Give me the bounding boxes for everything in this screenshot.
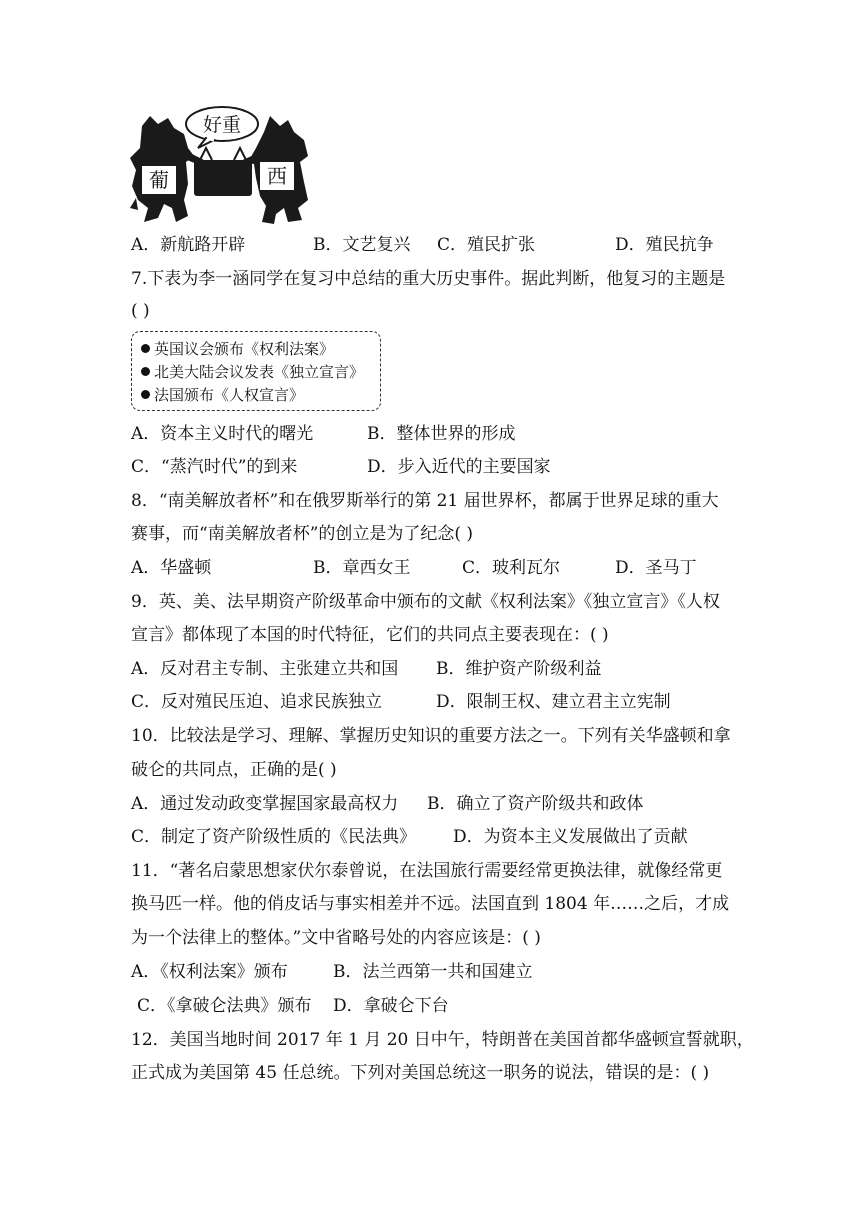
q9-option-a: A．反对君主专制、主张建立共和国 — [131, 659, 399, 679]
q7-option-a: A．资本主义时代的曙光 — [131, 424, 314, 444]
q11-stem-line-1: 11．“著名启蒙思想家伏尔泰曾说，在法国旅行需要经常更换法律，就像经常更 — [131, 861, 723, 881]
q10-option-d: D．为资本主义发展做出了贡献 — [453, 827, 688, 847]
q9-stem-line-2: 宣言》都体现了本国的时代特征，它们的共同点主要表现在：( ) — [131, 625, 609, 645]
q9-option-c: C．反对殖民压迫、追求民族独立 — [131, 692, 383, 712]
q11-stem-line-3: 为一个法律上的整体。”文中省略号处的内容应该是：( ) — [131, 928, 541, 948]
q11-option-d: D．拿破仑下台 — [333, 996, 449, 1016]
q12-stem-line-1: 12．美国当地时间 2017 年 1 月 20 日中午，特朗普在美国首都华盛顿宣誓就职， — [131, 1030, 754, 1050]
q6-option-b: B．文艺复兴 — [313, 235, 411, 255]
q10-option-b: B．确立了资产阶级共和政体 — [427, 794, 644, 814]
q7-event-1 — [141, 339, 334, 359]
q8-option-c: C．玻利瓦尔 — [462, 558, 561, 578]
bullet-dot-icon — [141, 390, 150, 399]
q6-option-c: C．殖民扩张 — [437, 235, 536, 255]
q8-stem-line-1: 8．“南美解放者杯”和在俄罗斯举行的第 21 届世界杯，都属于世界足球的重大 — [131, 491, 719, 511]
bullet-dot-icon — [141, 367, 150, 376]
heavy-load — [194, 148, 252, 196]
q6-option-d: D．殖民抗争 — [615, 235, 714, 255]
q7-event-3-text: 法国颁布《人权宣言》 — [154, 386, 305, 404]
q8-option-a: A．华盛顿 — [131, 558, 212, 578]
q10-stem-line-1: 10．比较法是学习、理解、掌握历史知识的重要方法之一。下列有关华盛顿和拿 — [131, 726, 731, 746]
q7-stem-line-1: 7.下表为李一涵同学在复习中总结的重大历史事件。据此判断，他复习的主题是 — [131, 269, 726, 289]
q9-stem-line-1: 9．英、美、法早期资产阶级革命中颁布的文献《权利法案》《独立宣言》《人权 — [131, 592, 720, 612]
q6-option-a: A．新航路开辟 — [131, 235, 246, 255]
q7-event-box — [131, 331, 381, 411]
q11-option-b: B．法兰西第一共和国建立 — [333, 962, 533, 982]
q7-event-3 — [141, 385, 304, 405]
q7-option-b: B．整体世界的形成 — [367, 424, 516, 444]
q10-option-c: C．制定了资产阶级性质的《民法典》 — [131, 827, 417, 847]
right-figure-label: 西 — [267, 164, 287, 188]
bullet-dot-icon — [141, 344, 150, 353]
q11-option-c: C．《拿破仑法典》颁布 — [137, 996, 312, 1016]
q11-option-a: A．《权利法案》颁布 — [131, 962, 288, 982]
q7-event-2 — [141, 362, 364, 382]
q9-option-d: D．限制王权、建立君主立宪制 — [436, 692, 671, 712]
left-figure-label: 葡 — [149, 168, 169, 192]
q12-stem-line-2: 正式成为美国第 45 任总统。下列对美国总统这一职务的说法，错误的是：( ) — [131, 1063, 710, 1083]
q8-stem-line-2: 赛事，而“南美解放者杯”的创立是为了纪念( ) — [131, 524, 474, 544]
q8-option-b: B．章西女王 — [313, 558, 411, 578]
q7-option-c: C．“蒸汽时代”的到来 — [131, 457, 298, 477]
q9-option-b: B．维护资产阶级利益 — [436, 659, 602, 679]
q7-stem-line-2: ( ) — [131, 301, 150, 321]
speech-bubble-text: 好重 — [202, 114, 242, 136]
q7-event-1-text: 英国议会颁布《权利法案》 — [154, 340, 335, 358]
q8-option-d: D．圣马丁 — [615, 558, 697, 578]
q10-option-a: A．通过发动政变掌握国家最高权力 — [131, 794, 399, 814]
cartoon-illustration — [128, 104, 312, 226]
q11-stem-line-2: 换马匹一样。他的俏皮话与事实相差并不远。法国直到 1804 年……之后，才成 — [131, 894, 730, 914]
q7-event-2-text: 北美大陆会议发表《独立宣言》 — [154, 363, 365, 381]
q7-option-d: D．步入近代的主要国家 — [367, 457, 551, 477]
q10-stem-line-2: 破仑的共同点，正确的是( ) — [131, 760, 337, 780]
